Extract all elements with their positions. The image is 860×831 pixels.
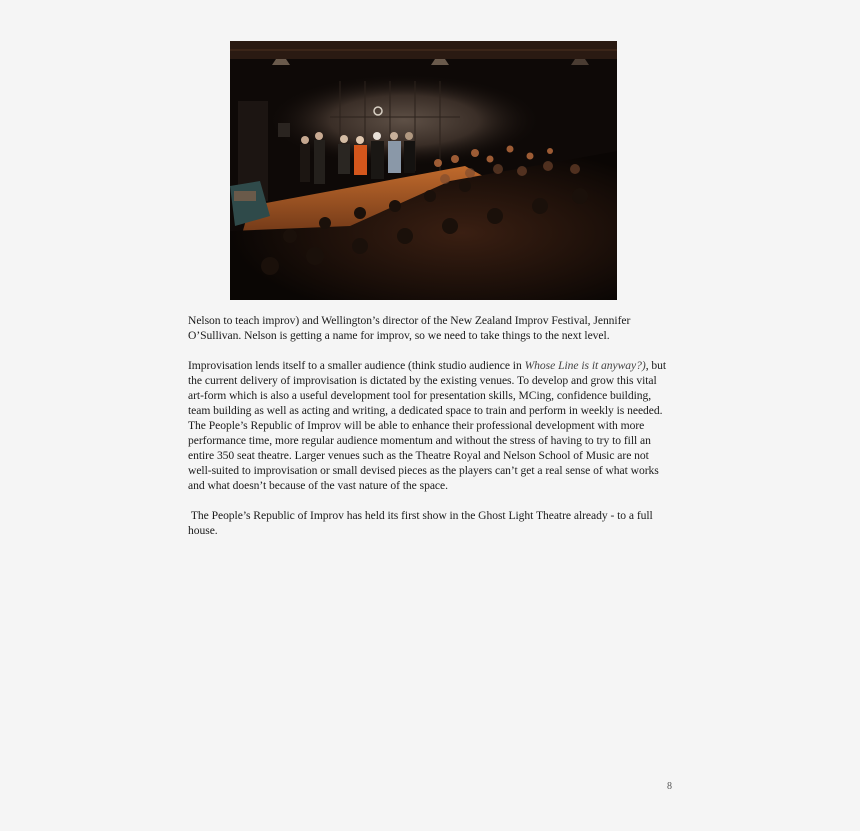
paragraph-2 bbox=[188, 358, 668, 493]
paragraph-2-body: , but the current delivery of improvisation is dictated by the existing venues. To develop and grow this vital art-form which is also a useful development tool for presentation skills, MCing, confidence building, team building as well as acting and writing, a dedicated space to train and perform in weekly is needed. The People’s Republic of Improv will be able to enhance their professional development with more performance time, more regular audience momentum and without the stress of having to try to fill an entire 350 seat theatre. Larger venues such as the Theatre Royal and Nelson School of Music are not well-suited to improvisation or small devised pieces as the players can’t get a real sense of what works and what doesn’t because of the vast nature of the space. bbox=[188, 359, 667, 492]
paragraph-2-intro: Improvisation lends itself to a smaller audience (think studio audience in bbox=[188, 359, 525, 372]
theatre-photo bbox=[230, 41, 617, 300]
body-text bbox=[188, 313, 668, 553]
show-title-italic: Whose Line is it anyway?) bbox=[524, 359, 646, 372]
page-number: 8 bbox=[667, 781, 672, 792]
theatre-photo-image bbox=[230, 41, 617, 300]
paragraph-1: Nelson to teach improv) and Wellington’s director of the New Zealand Improv Festival, Jennifer O’Sullivan. Nelson is getting a name for improv, so we need to take things to the next level. bbox=[188, 314, 631, 342]
paragraph-3: The People’s Republic of Improv has held its first show in the Ghost Light Theatre already - to a full house. bbox=[188, 509, 653, 537]
